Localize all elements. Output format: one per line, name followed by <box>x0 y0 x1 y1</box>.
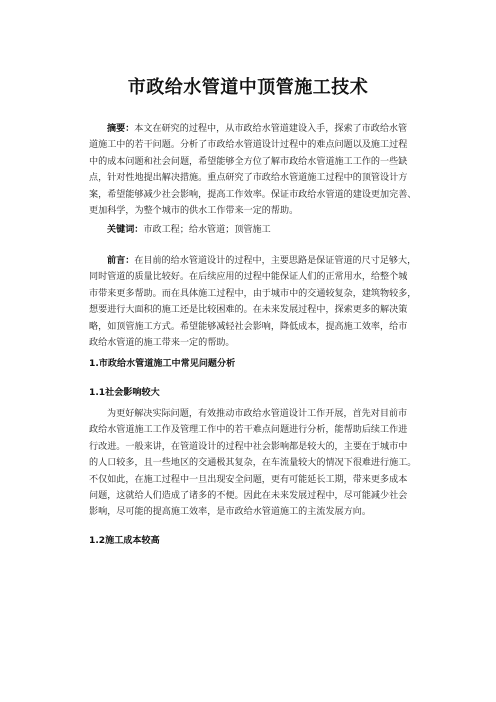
keywords-text: 市政工程；给水管道；顶管施工 <box>143 225 271 235</box>
body-line: 问题，这就给人们造成了诸多的不便。因此在未来发展过程中，尽可能减少社会 <box>89 491 408 502</box>
body-line: 的人口较多，且一些地区的交通极其复杂，在车流量较大的情况下很难进行施工。 <box>89 458 417 469</box>
preface-line: 政给水管道的施工带来一定的帮助。 <box>89 338 235 349</box>
abstract-first-line <box>89 121 411 137</box>
abstract-line: 中的成本问题和社会问题，希望能够全方位了解市政给水管道施工工作的一些缺 <box>89 156 408 167</box>
preface-line: 想要进行大面积的施工还是比较困难的。在未来发展过程中，探索更多的解决策 <box>89 305 408 316</box>
section-1-1-paragraph <box>89 406 417 521</box>
abstract-line: 道施工中的若干问题。分析了市政给水管道设计过程中的难点问题以及施工过程 <box>89 140 408 151</box>
keywords-paragraph <box>89 222 411 238</box>
abstract-label: 摘要： <box>107 124 135 134</box>
preface-first-line <box>89 253 417 269</box>
abstract-line: 点，针对性地提出解决措施。重点研究了市政给水管道施工过程中的顶管设计方 <box>89 173 408 184</box>
paper-title: 市政给水管道中顶管施工技术 <box>127 77 369 98</box>
body-line: 政给水管道施工工作及管理工作中的若干难点问题进行分析，能帮助后续工作进 <box>89 425 408 436</box>
subsection-heading: 1.1社会影响较大 <box>89 388 160 398</box>
preface-paragraph <box>89 253 417 351</box>
abstract-line: 本文在研究的过程中，从市政给水管道建设入手，探索了市政给水管 <box>134 124 408 134</box>
subsection-heading: 1.2施工成本较高 <box>89 536 160 546</box>
preface-line: 市带来更多帮助。而在具体施工过程中，由于城市中的交通较复杂，建筑物较多， <box>89 288 417 299</box>
keywords-line <box>89 222 411 238</box>
preface-line: 同时管道的质量比较好。在后续应用的过程中能保证人们的正常用水，给整个城 <box>89 272 408 283</box>
body-line: 为更好解决实际问题，有效推动市政给水管道设计工作开展，首先对目前市 <box>107 409 408 419</box>
abstract-line: 案，希望能够减少社会影响，提高工作效率。保证市政给水管道的建设更加完善、 <box>89 189 417 200</box>
keywords-label: 关键词： <box>107 225 144 235</box>
preface-label: 前言： <box>107 256 135 266</box>
body-line: 影响，尽可能的提高施工效率，是市政给水管道施工的主流发展方向。 <box>89 507 371 518</box>
preface-line: 在目前的给水管道设计的过程中，主要思路是保证管道的尺寸足够大， <box>134 256 417 266</box>
body-line: 行改进。一般来讲，在管道设计的过程中社会影响都是较大的，主要在于城市中 <box>89 441 408 452</box>
abstract-paragraph <box>89 121 417 219</box>
abstract-line: 更加科学，为整个城市的供水工作带来一定的帮助。 <box>89 206 299 217</box>
body-line: 不仅如此，在施工过程中一旦出现安全问题，更有可能延长工期，带来更多成本 <box>89 474 408 485</box>
section-heading: 1.市政给水管道施工中常见问题分析 <box>89 359 236 369</box>
preface-line: 略，如顶管施工方式。希望能够减轻社会影响，降低成本，提高施工效率，给市 <box>89 321 408 332</box>
